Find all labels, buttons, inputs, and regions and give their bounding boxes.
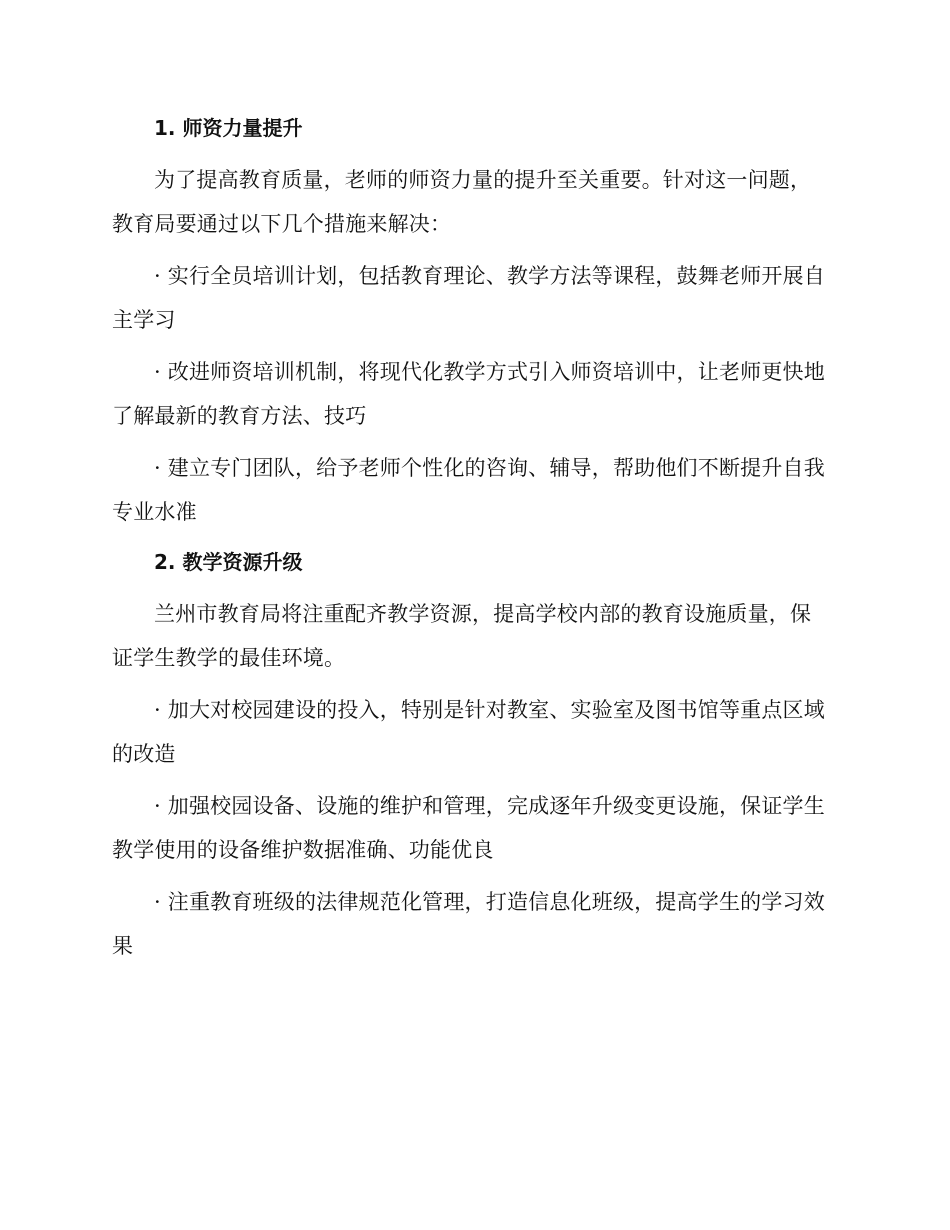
bullet-item: · 注重教育班级的法律规范化管理，打造信息化班级，提高学生的学习效果 [112,890,825,958]
section-intro: 为了提高教育质量，老师的师资力量的提升至关重要。针对这一问题，教育局要通过以下几个措施来解决： [112,168,812,236]
bullet-item: · 改进师资培训机制，将现代化教学方式引入师资培训中，让老师更快地了解最新的教育方法、技巧 [112,360,825,428]
bullet-item: · 加大对校园建设的投入，特别是针对教室、实验室及图书馆等重点区域的改造 [112,698,825,766]
document-page [112,108,830,976]
bullet-item: · 实行全员培训计划，包括教育理论、教学方法等课程，鼓舞老师开展自主学习 [112,264,825,332]
section-heading: 1. 师资力量提升 [154,116,303,140]
section-heading: 2. 教学资源升级 [154,550,303,574]
bullet-item: · 建立专门团队，给予老师个性化的咨询、辅导，帮助他们不断提升自我专业水准 [112,456,825,524]
bullet-item: · 加强校园设备、设施的维护和管理，完成逐年升级变更设施，保证学生教学使用的设备维护数据准确、功能优良 [112,794,825,862]
section-intro: 兰州市教育局将注重配齐教学资源，提高学校内部的教育设施质量，保证学生教学的最佳环境。 [112,602,812,670]
